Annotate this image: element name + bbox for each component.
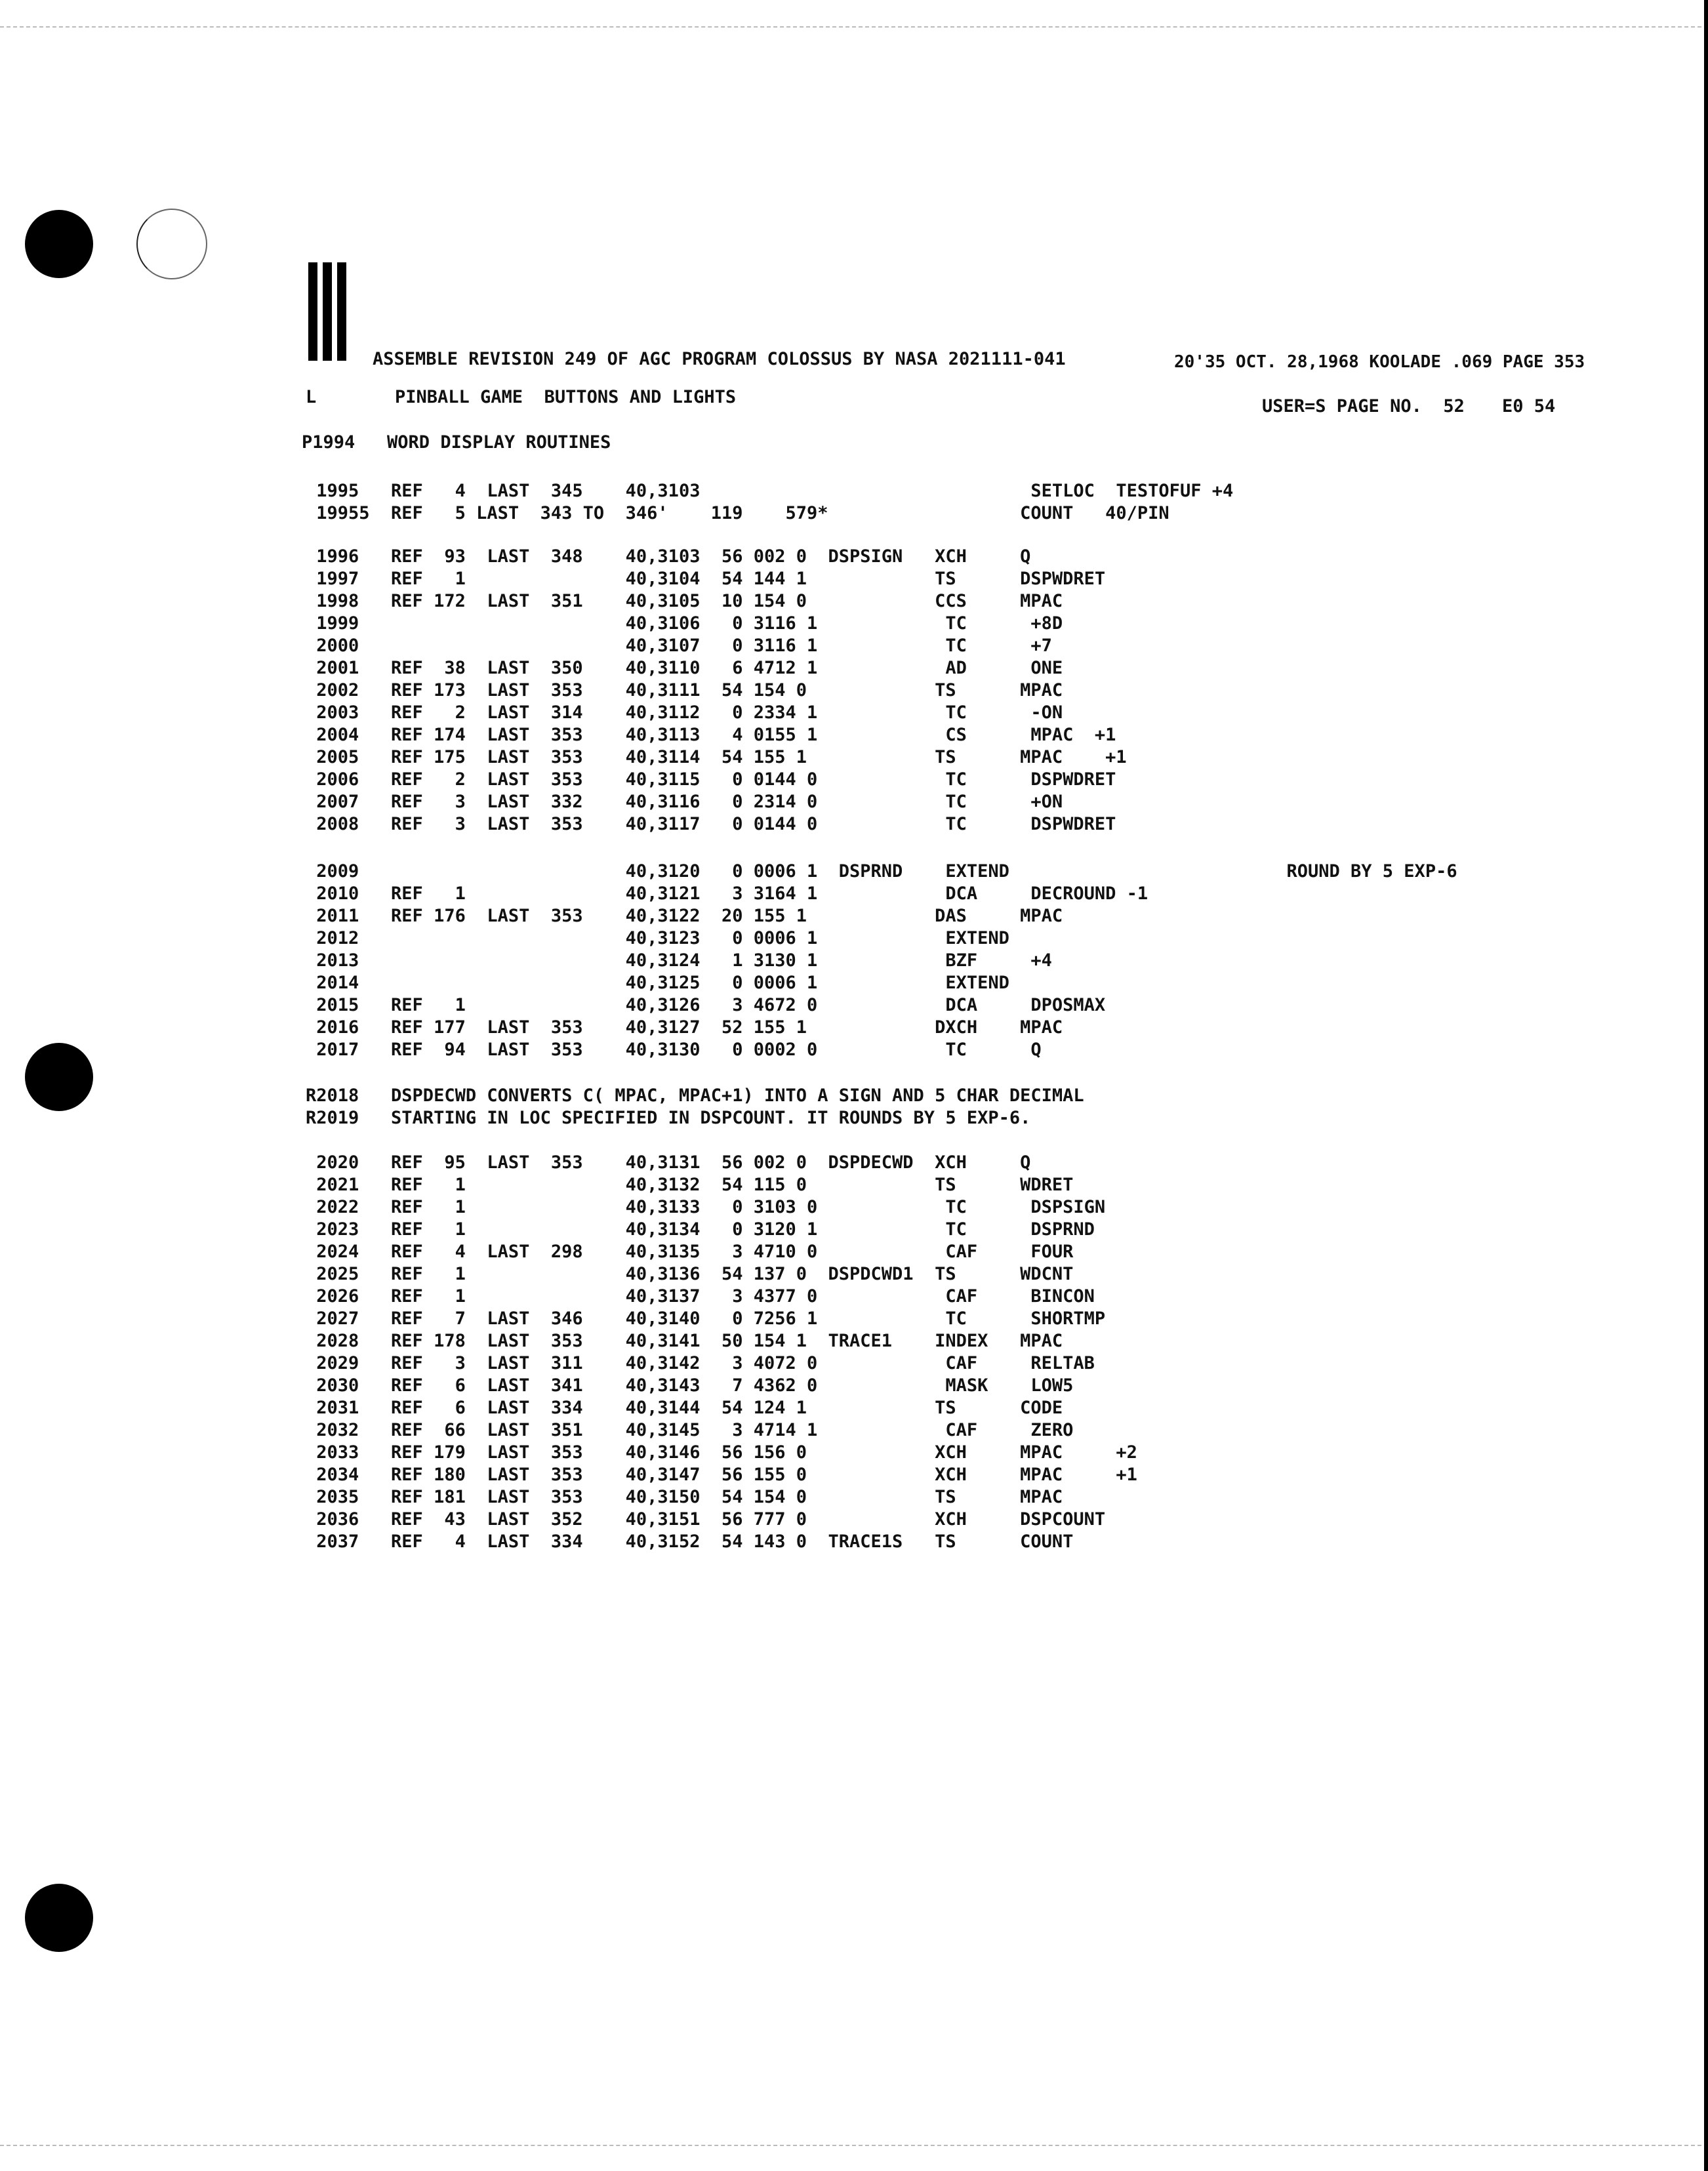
listing-line: 2004 REF 174 LAST 353 40,3113 4 0155 1 CS MPAC +1	[306, 725, 1116, 745]
listing-line: 2014 40,3125 0 0006 1 EXTEND	[306, 973, 1009, 993]
page-right-edge	[1704, 0, 1708, 2171]
listing-line: 2037 REF 4 LAST 334 40,3152 54 143 0 TRACE1S TS COUNT	[306, 1532, 1074, 1552]
user-page-number: USER=S PAGE NO. 52	[1262, 396, 1465, 416]
listing-line: 2005 REF 175 LAST 353 40,3114 54 155 1 TS MPAC +1	[306, 747, 1127, 767]
punch-hole-middle	[25, 1043, 93, 1111]
listing-line: 2027 REF 7 LAST 346 40,3140 0 7256 1 TC SHORTMP	[306, 1309, 1106, 1329]
header-mark-bar-1	[308, 262, 317, 361]
listing-line: 2021 REF 1 40,3132 54 115 0 TS WDRET	[306, 1175, 1074, 1195]
punch-hole-ring	[136, 209, 207, 279]
listing-line: 2020 REF 95 LAST 353 40,3131 56 002 0 DSPDECWD XCH Q	[306, 1152, 1031, 1173]
listing-line: 2003 REF 2 LAST 314 40,3112 0 2334 1 TC -ON	[306, 702, 1063, 723]
listing-line: 19955 REF 5 LAST 343 TO 346' 119 579* COUNT 40/PIN	[306, 503, 1169, 523]
listing-line: 2030 REF 6 LAST 341 40,3143 7 4362 0 MASK LOW5	[306, 1375, 1074, 1396]
listing-line: R2019 STARTING IN LOC SPECIFIED IN DSPCOUNT. IT ROUNDS BY 5 EXP-6.	[306, 1108, 1031, 1128]
listing-line: 2000 40,3107 0 3116 1 TC +7	[306, 636, 1052, 656]
listing-line: 2028 REF 178 LAST 353 40,3141 50 154 1 TRACE1 INDEX MPAC	[306, 1331, 1063, 1351]
eo-number: E0 54	[1502, 396, 1556, 416]
listing-line: 1998 REF 172 LAST 351 40,3105 10 154 0 CCS MPAC	[306, 591, 1063, 611]
listing-line: 2032 REF 66 LAST 351 40,3145 3 4714 1 CAF ZERO	[306, 1420, 1074, 1440]
listing-line: 2016 REF 177 LAST 353 40,3127 52 155 1 DXCH MPAC	[306, 1017, 1063, 1038]
punch-hole-top	[25, 210, 93, 278]
listing-line: 2026 REF 1 40,3137 3 4377 0 CAF BINCON	[306, 1286, 1095, 1307]
listing-line: 2035 REF 181 LAST 353 40,3150 54 154 0 TS MPAC	[306, 1487, 1063, 1507]
listing-line: 2015 REF 1 40,3126 3 4672 0 DCA DPOSMAX	[306, 995, 1106, 1015]
listing-line: 2029 REF 3 LAST 311 40,3142 3 4072 0 CAF RELTAB	[306, 1353, 1095, 1373]
listing-line: 2013 40,3124 1 3130 1 BZF +4	[306, 950, 1052, 971]
listing-line: 2017 REF 94 LAST 353 40,3130 0 0002 0 TC Q	[306, 1040, 1042, 1060]
header-datetime: 20'35 OCT. 28,1968 KOOLADE .069 PAGE 353	[1174, 352, 1585, 372]
header-mark-bar-2	[323, 262, 332, 361]
listing-line: 2011 REF 176 LAST 353 40,3122 20 155 1 DAS MPAC	[306, 906, 1063, 926]
bottom-edge-rule	[0, 2145, 1708, 2146]
listing-line: 1997 REF 1 40,3104 54 144 1 TS DSPWDRET	[306, 569, 1106, 589]
listing-line: 2008 REF 3 LAST 353 40,3117 0 0144 0 TC DSPWDRET	[306, 814, 1116, 834]
header-mark-bar-3	[337, 262, 346, 361]
listing-line: 2025 REF 1 40,3136 54 137 0 DSPDCWD1 TS WDCNT	[306, 1264, 1074, 1284]
section-mark: L	[306, 387, 317, 407]
top-edge-rule	[0, 26, 1708, 28]
listing-line: 1996 REF 93 LAST 348 40,3103 56 002 0 DSPSIGN XCH Q	[306, 546, 1031, 567]
listing-line: 2009 40,3120 0 0006 1 DSPRND EXTEND ROUND BY 5 EXP-6	[306, 861, 1457, 882]
header-title: ASSEMBLE REVISION 249 OF AGC PROGRAM COLOSSUS BY NASA 2021111-041	[373, 349, 1066, 369]
listing-line: 2010 REF 1 40,3121 3 3164 1 DCA DECROUND -1	[306, 883, 1149, 904]
listing-line: 2007 REF 3 LAST 332 40,3116 0 2314 0 TC +ON	[306, 792, 1063, 812]
listing-line: 2024 REF 4 LAST 298 40,3135 3 4710 0 CAF FOUR	[306, 1242, 1074, 1262]
listing-line: 1995 REF 4 LAST 345 40,3103 SETLOC TESTOFUF +4	[306, 481, 1234, 501]
listing-line: R2018 DSPDECWD CONVERTS C( MPAC, MPAC+1) INTO A SIGN AND 5 CHAR DECIMAL	[306, 1086, 1084, 1106]
listing-line: 2001 REF 38 LAST 350 40,3110 6 4712 1 AD ONE	[306, 658, 1063, 678]
punch-hole-bottom	[25, 1884, 93, 1952]
listing-line: 2031 REF 6 LAST 334 40,3144 54 124 1 TS CODE	[306, 1398, 1063, 1418]
listing-line: 2002 REF 173 LAST 353 40,3111 54 154 0 TS MPAC	[306, 680, 1063, 700]
listing-line: 2036 REF 43 LAST 352 40,3151 56 777 0 XCH DSPCOUNT	[306, 1509, 1106, 1530]
listing-line: 2034 REF 180 LAST 353 40,3147 56 155 0 XCH MPAC +1	[306, 1465, 1137, 1485]
listing-line: 2023 REF 1 40,3134 0 3120 1 TC DSPRND	[306, 1219, 1095, 1240]
section-title: PINBALL GAME BUTTONS AND LIGHTS	[395, 387, 737, 407]
listing-line: 2033 REF 179 LAST 353 40,3146 56 156 0 XCH MPAC +2	[306, 1442, 1137, 1463]
listing-line: 2012 40,3123 0 0006 1 EXTEND	[306, 928, 1009, 948]
listing-line: 2022 REF 1 40,3133 0 3103 0 TC DSPSIGN	[306, 1197, 1106, 1217]
listing-line: 2006 REF 2 LAST 353 40,3115 0 0144 0 TC DSPWDRET	[306, 769, 1116, 790]
listing-line: 1999 40,3106 0 3116 1 TC +8D	[306, 613, 1063, 634]
routine-heading: P1994 WORD DISPLAY ROUTINES	[302, 432, 611, 453]
